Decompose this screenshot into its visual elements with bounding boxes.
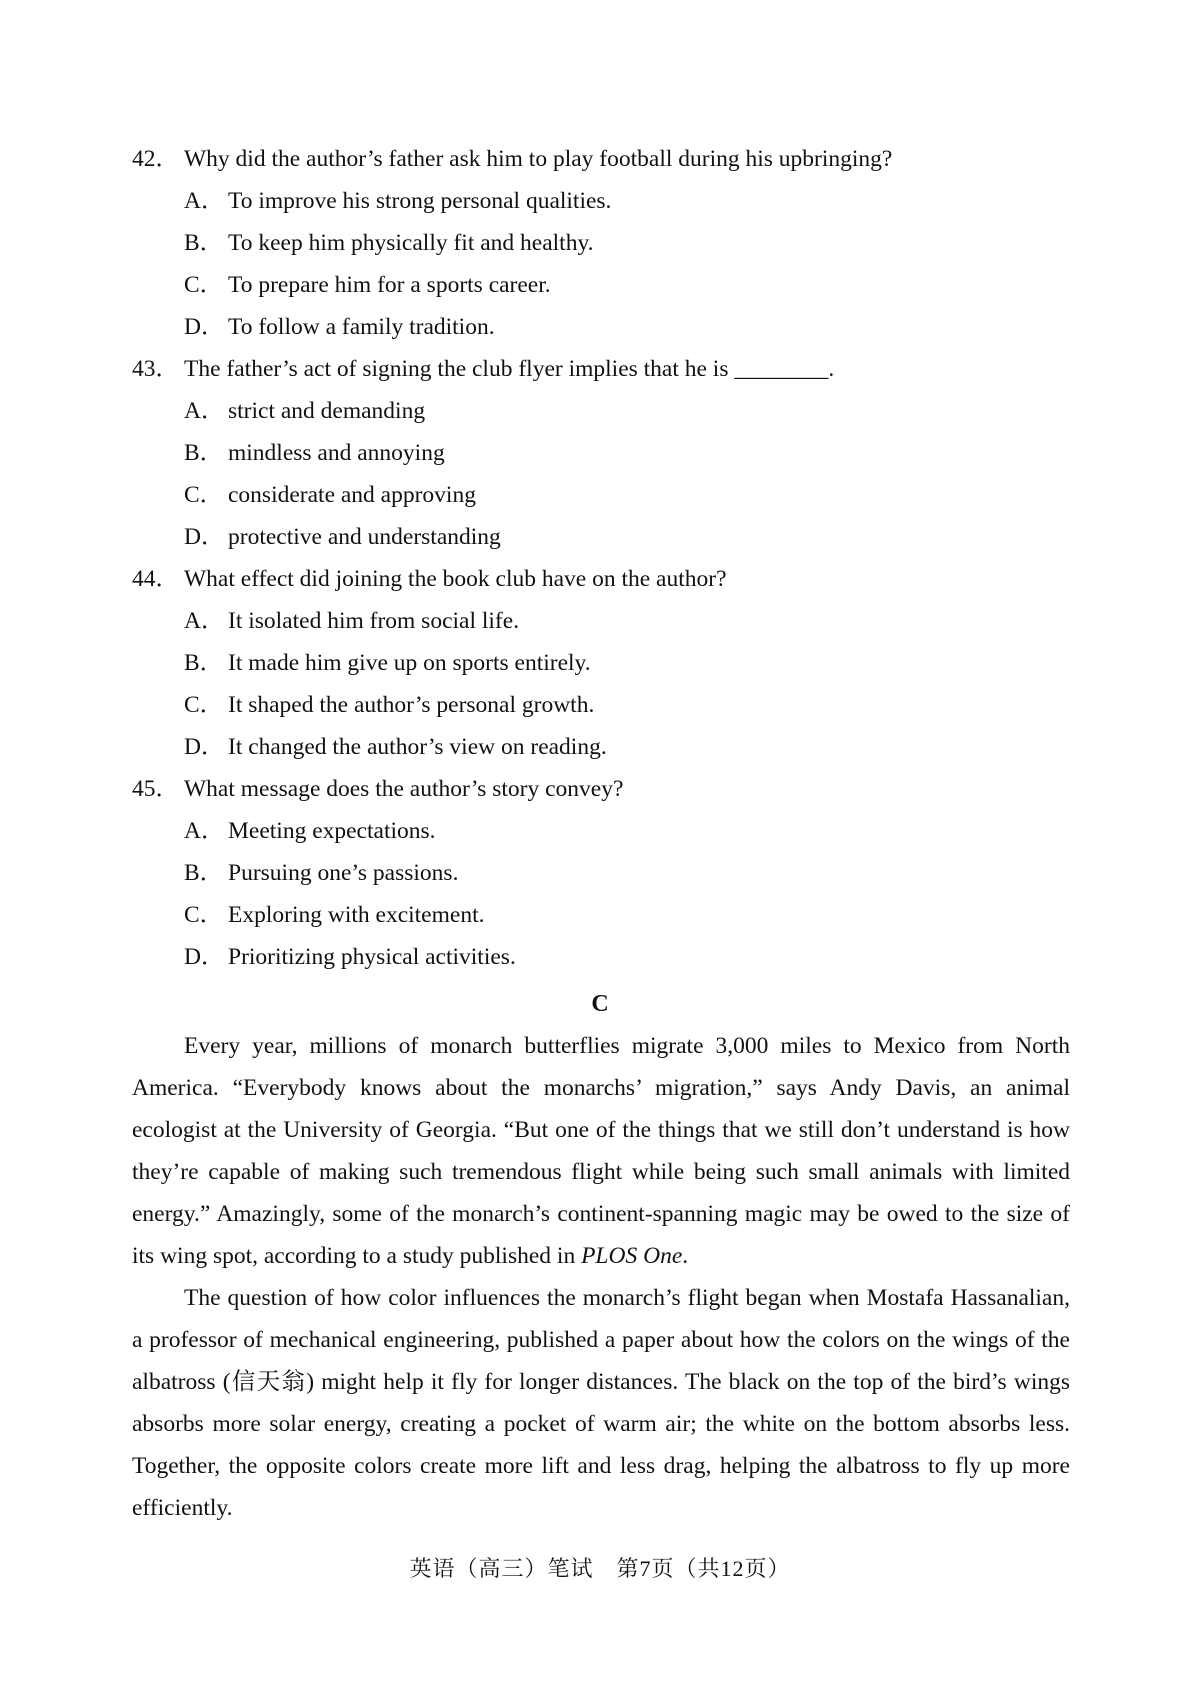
page-footer: 英语（高三）笔试 第7页（共12页）: [409, 1556, 791, 1581]
option-item: [132, 810, 1092, 852]
option-text: Meeting expectations.: [228, 818, 436, 844]
option-text: Exploring with excitement.: [228, 902, 485, 928]
option-letter: D．: [184, 524, 225, 550]
option-item: [132, 894, 1092, 936]
option-text: strict and demanding: [228, 398, 426, 424]
option-text: To follow a family tradition.: [228, 314, 495, 340]
option-item: [132, 516, 1092, 558]
section-title: C: [591, 991, 609, 1017]
option-text: It isolated him from social life.: [228, 608, 520, 634]
option-text: It changed the author’s view on reading.: [228, 734, 607, 760]
option-item: [132, 180, 1092, 222]
passage-paragraph: The question of how color influences the monarch’s flight began when Mostafa Hassanalian, a professor of mechanical engineering, published a paper about how the colors on the wings of the albatross (信天翁) might help it fly for longer distances. The black on the top of the bird’s wings absorbs more solar energy, creating a pocket of warm air; the white on the bottom absorbs less. Together, the opposite colors create more lift and less drag, helping the albatross to fly up more efficiently.: [132, 1285, 1070, 1521]
option-letter: B．: [184, 440, 224, 466]
passage-paragraph: [132, 1025, 1070, 1277]
option-letter: B．: [184, 230, 224, 256]
option-item: [132, 936, 1092, 978]
option-letter: C．: [184, 482, 224, 508]
option-item: [132, 852, 1092, 894]
option-text: It made him give up on sports entirely.: [228, 650, 591, 676]
question-43-stem: [132, 348, 1092, 390]
option-letter: B．: [184, 860, 224, 886]
question-number: 44．: [132, 566, 179, 592]
option-letter: A．: [184, 818, 225, 844]
option-item: [132, 264, 1092, 306]
question-list: [132, 138, 1092, 978]
reading-passage: [132, 1025, 1070, 1529]
option-text: Prioritizing physical activities.: [228, 944, 516, 970]
option-letter: D．: [184, 734, 225, 760]
option-item: [132, 642, 1092, 684]
option-item: [132, 222, 1092, 264]
option-letter: A．: [184, 188, 225, 214]
option-letter: C．: [184, 272, 224, 298]
option-item: [132, 432, 1092, 474]
question-text: The father’s act of signing the club flyer implies that he is ________.: [184, 356, 835, 382]
journal-title: PLOS One: [581, 1243, 683, 1269]
option-item: [132, 306, 1092, 348]
option-text: To keep him physically fit and healthy.: [228, 230, 594, 256]
question-42-stem: [132, 138, 1092, 180]
option-item: [132, 474, 1092, 516]
option-text: protective and understanding: [228, 524, 501, 550]
option-letter: D．: [184, 314, 225, 340]
option-text: To improve his strong personal qualities.: [228, 188, 612, 214]
option-item: [132, 684, 1092, 726]
option-letter: A．: [184, 398, 225, 424]
option-text: considerate and approving: [228, 482, 476, 508]
question-text: What message does the author’s story convey?: [184, 776, 624, 802]
option-letter: A．: [184, 608, 225, 634]
option-text: To prepare him for a sports career.: [228, 272, 551, 298]
question-45-stem: [132, 768, 1092, 810]
option-letter: D．: [184, 944, 225, 970]
question-text: What effect did joining the book club have on the author?: [184, 566, 727, 592]
option-text: mindless and annoying: [228, 440, 445, 466]
option-item: [132, 390, 1092, 432]
question-number: 43．: [132, 356, 179, 382]
paragraph-text: .: [682, 1243, 689, 1269]
option-letter: C．: [184, 902, 224, 928]
paragraph-text: Every year, millions of monarch butterflies migrate 3,000 miles to Mexico from North America. “Everybody knows about the monarchs’ migration,” says Andy Davis, an animal ecologist at the University of Georgia. “But one of the things that we still don’t understand is how they’re capable of making such tremendous flight while being such small animals with limited energy.” Amazingly, some of the monarch’s continent-spanning magic may be owed to the size of its wing spot, according to a study published in: [132, 1033, 1070, 1269]
option-letter: C．: [184, 692, 224, 718]
question-44-stem: [132, 558, 1092, 600]
option-item: [132, 726, 1092, 768]
question-number: 45．: [132, 776, 179, 802]
option-text: It shaped the author’s personal growth.: [228, 692, 595, 718]
question-number: 42．: [132, 146, 179, 172]
option-letter: B．: [184, 650, 224, 676]
question-text: Why did the author’s father ask him to play football during his upbringing?: [184, 146, 893, 172]
option-item: [132, 600, 1092, 642]
option-text: Pursuing one’s passions.: [228, 860, 459, 886]
